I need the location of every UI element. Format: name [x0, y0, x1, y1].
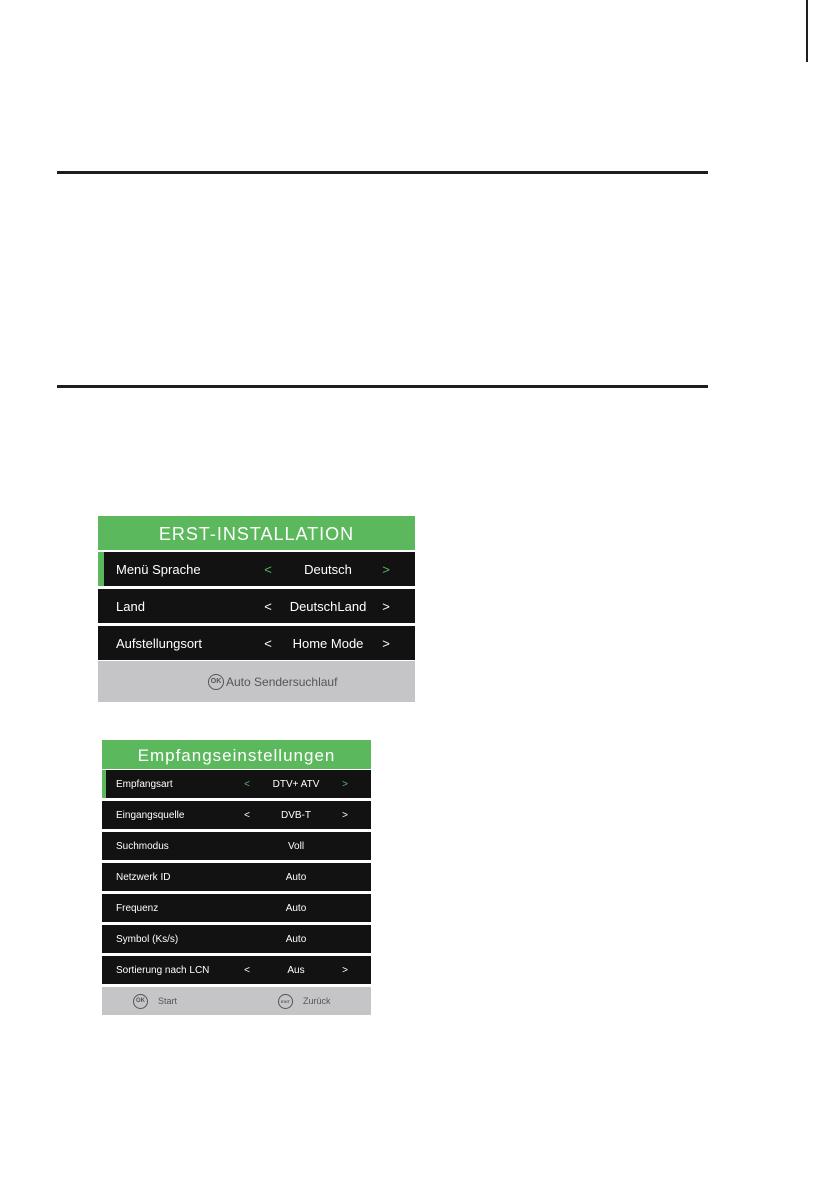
row-label: Sortierung nach LCN [116, 964, 210, 976]
arrow-left-icon[interactable]: < [244, 809, 250, 821]
menu-row-network-id[interactable] [102, 863, 371, 891]
row-value: Deutsch [304, 561, 352, 577]
ok-button-icon: OK [208, 674, 224, 690]
row-label: Empfangsart [116, 778, 173, 790]
menu-row-search-mode[interactable] [102, 832, 371, 860]
start-hint[interactable] [133, 987, 177, 1015]
row-label: Suchmodus [116, 840, 169, 852]
back-label: Zurück [303, 996, 331, 1006]
auto-scan-label: Auto Sendersuchlauf [226, 674, 338, 689]
row-label: Frequenz [116, 902, 159, 914]
arrow-right-icon[interactable]: > [382, 598, 390, 614]
menu-row-lcn-sorting[interactable] [102, 956, 371, 984]
section-divider-top [57, 171, 708, 174]
top-right-margin-line [806, 0, 808, 62]
focus-indicator [98, 552, 104, 586]
row-value: Aus [287, 964, 305, 976]
arrow-right-icon[interactable]: > [382, 635, 390, 651]
row-label: Netzwerk ID [116, 871, 171, 883]
row-label: Aufstellungsort [116, 635, 202, 651]
menu-row-menu-language[interactable] [98, 552, 415, 586]
row-value: Voll [287, 840, 305, 852]
menu-row-input-source[interactable] [102, 801, 371, 829]
menu-row-frequency[interactable] [102, 894, 371, 922]
start-label: Start [158, 996, 178, 1006]
arrow-right-icon[interactable]: > [342, 778, 348, 790]
row-value: DVB-T [281, 809, 311, 821]
reception-settings-menu [102, 740, 371, 1016]
menu-row-country[interactable] [98, 589, 415, 623]
row-value: DeutschLand [289, 598, 367, 614]
arrow-left-icon[interactable]: < [264, 635, 272, 651]
arrow-right-icon[interactable]: > [382, 561, 390, 577]
menu-row-reception-type[interactable] [102, 770, 371, 798]
section-divider-bottom [57, 385, 708, 388]
row-label: Symbol (Ks/s) [116, 933, 179, 945]
menu-footer [102, 987, 371, 1015]
menu-row-symbol-rate[interactable] [102, 925, 371, 953]
row-value: Auto [285, 871, 307, 883]
menu-title: ERST-INSTALLATION [98, 516, 415, 550]
row-label: Land [116, 598, 145, 614]
focus-indicator [102, 770, 106, 798]
row-value: Home Mode [292, 635, 364, 651]
row-label: Menü Sprache [116, 561, 201, 577]
row-value: DTV+ ATV [272, 778, 320, 790]
auto-scan-hint[interactable] [208, 661, 337, 702]
arrow-right-icon[interactable]: > [342, 809, 348, 821]
ok-button-icon: OK [133, 994, 148, 1009]
menu-row-location[interactable] [98, 626, 415, 660]
first-installation-menu [98, 516, 415, 702]
menu-footer [98, 661, 415, 702]
arrow-left-icon[interactable]: < [264, 598, 272, 614]
exit-button-icon: EXIT [278, 994, 293, 1009]
row-value: Auto [285, 933, 307, 945]
arrow-right-icon[interactable]: > [342, 964, 348, 976]
arrow-left-icon[interactable]: < [244, 964, 250, 976]
back-hint[interactable] [278, 987, 331, 1015]
row-value: Auto [285, 902, 307, 914]
row-label: Eingangsquelle [116, 809, 185, 821]
menu-title: Empfangseinstellungen [102, 740, 371, 769]
arrow-left-icon[interactable]: < [244, 778, 250, 790]
arrow-left-icon[interactable]: < [264, 561, 272, 577]
